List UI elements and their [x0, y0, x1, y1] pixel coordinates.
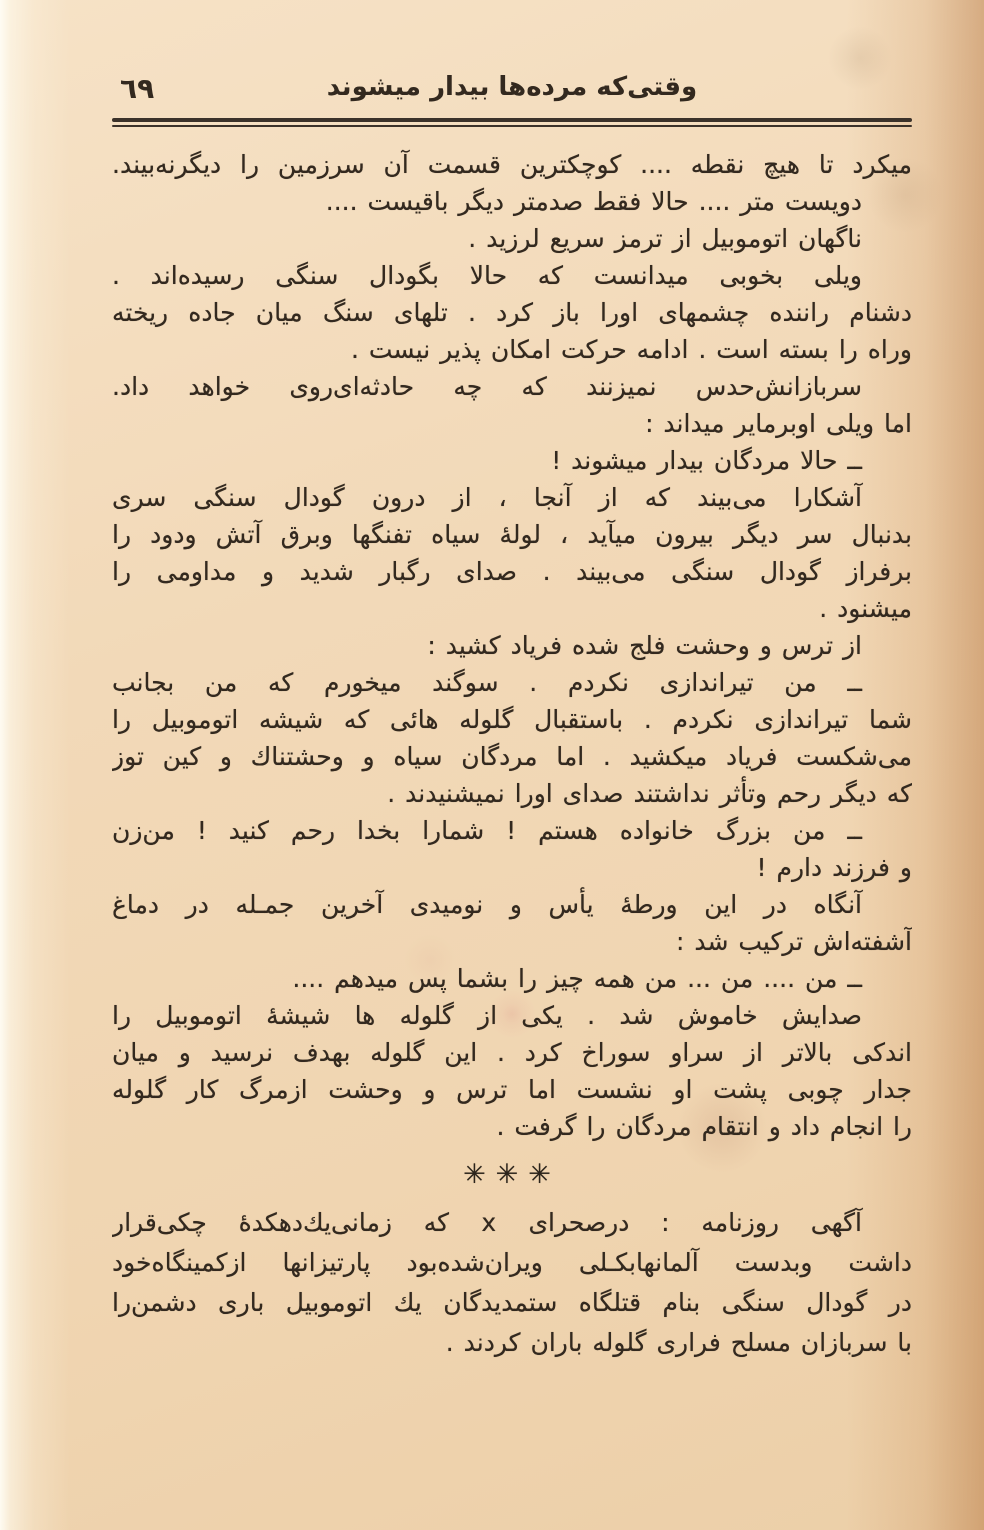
text-line: را انجام داد و انتقام مردگان را گرفت . [496, 1112, 912, 1141]
text-line: برفراز گودال سنگی می‌بیند . صدای رگبار شدید و مداومی را [112, 557, 912, 586]
text-line: سربازانش‌حدس نمیزنند که چه حادثه‌ای‌روی خواهد داد. [112, 372, 862, 401]
body-text [112, 146, 912, 1363]
text-line: می‌شکست فریاد میکشید . اما مردگان سیاه و وحشتناك و کین توز [112, 742, 912, 771]
text-line: ــ من بزرگ خانواده هستم ! شمارا بخدا رحم کنید ! من‌زن [112, 816, 862, 845]
text-line: شما تیراندازی نکردم . باستقبال گلوله هائی که شیشه اتوموبیل را [112, 705, 912, 734]
text-line: اما ویلی اوبرمایر میداند : [645, 409, 912, 438]
text-line: در گودال سنگی بنام قتلگاه ستمدیدگان یك اتوموبیل باری دشمن‌را [112, 1288, 912, 1317]
text-line: ویلی بخوبی میدانست که حالا بگودال سنگی رسیده‌اند . [112, 261, 862, 290]
text-line: بدنبال سر دیگر بیرون میآید ، لولهٔ سیاه تفنگها وبرق آتش ودود را [112, 520, 912, 549]
text-line: میشنود . [819, 594, 912, 623]
text-line: داشت وبدست آلمانهابکـلی ویران‌شده‌بود پارتیزانها ازکمینگاه‌خود [112, 1248, 912, 1277]
text-line: اندکی بالاتر از سراو سوراخ کرد . این گلوله بهدف نرسید و میان [112, 1038, 912, 1067]
text-line: آشفته‌اش ترکیب شد : [675, 927, 912, 956]
text-line: ــ حالا مردگان بیدار میشوند ! [551, 446, 862, 475]
text-line: ــ من تیراندازی نکردم . سوگند میخورم که من بجانب [112, 668, 862, 697]
page-header [112, 70, 912, 110]
header-rule [112, 118, 912, 127]
text-line: که دیگر رحم وتأثر نداشتند صدای اورا نمیشنیدند . [387, 779, 912, 808]
text-line: صدایش خاموش شد . یکی از گلوله ها شیشهٔ اتوموبیل را [112, 1001, 862, 1030]
text-line: از ترس و وحشت فلج شده فریاد کشید : [427, 631, 862, 660]
page-number: ٦٩ [120, 72, 155, 105]
section-separator-stars: ✳✳✳ [463, 1159, 561, 1190]
text-line: و فرزند دارم ! [756, 853, 912, 882]
text-line: دشنام راننده چشمهای اورا باز کرد . تلهای سنگ میان جاده ریخته [112, 298, 912, 327]
text-line: با سربازان مسلح فراری گلوله باران کردند . [445, 1328, 912, 1357]
text-line: میکرد تا هیچ نقطه .... کوچکترین قسمت آن سرزمین را دیگرنه‌بیند. [112, 150, 912, 179]
text-line: وراه را بسته است . ادامه حرکت امکان پذیر نیست . [350, 335, 912, 364]
text-line: جدار چوبی پشت او نشست اما ترس و وحشت ازمرگ کار گلوله [112, 1075, 912, 1104]
text-line: ــ من .... من ... من همه چیز را بشما پس میدهم .... [292, 964, 862, 993]
text-line: آشکارا می‌بیند که از آنجا ، از درون گودال سنگی سری [112, 483, 862, 512]
text-line: ناگهان اتوموبیل از ترمز سریع لرزید . [468, 224, 862, 253]
text-line: دویست متر .... حالا فقط صدمتر دیگر باقیست .... [325, 187, 862, 216]
page-title: وقتی‌که مرده‌ها بیدار میشوند [326, 72, 698, 102]
text-line: آنگاه در این ورطهٔ یأس و نومیدی آخرین جمـله در دماغ [112, 890, 862, 919]
header-rule-thick-line [112, 118, 912, 122]
header-rule-thin-line [112, 125, 912, 127]
text-line: آگهی روزنامه : درصحرای x که زمانی‌یك‌دهکدهٔ چکی‌قرار [112, 1208, 862, 1237]
